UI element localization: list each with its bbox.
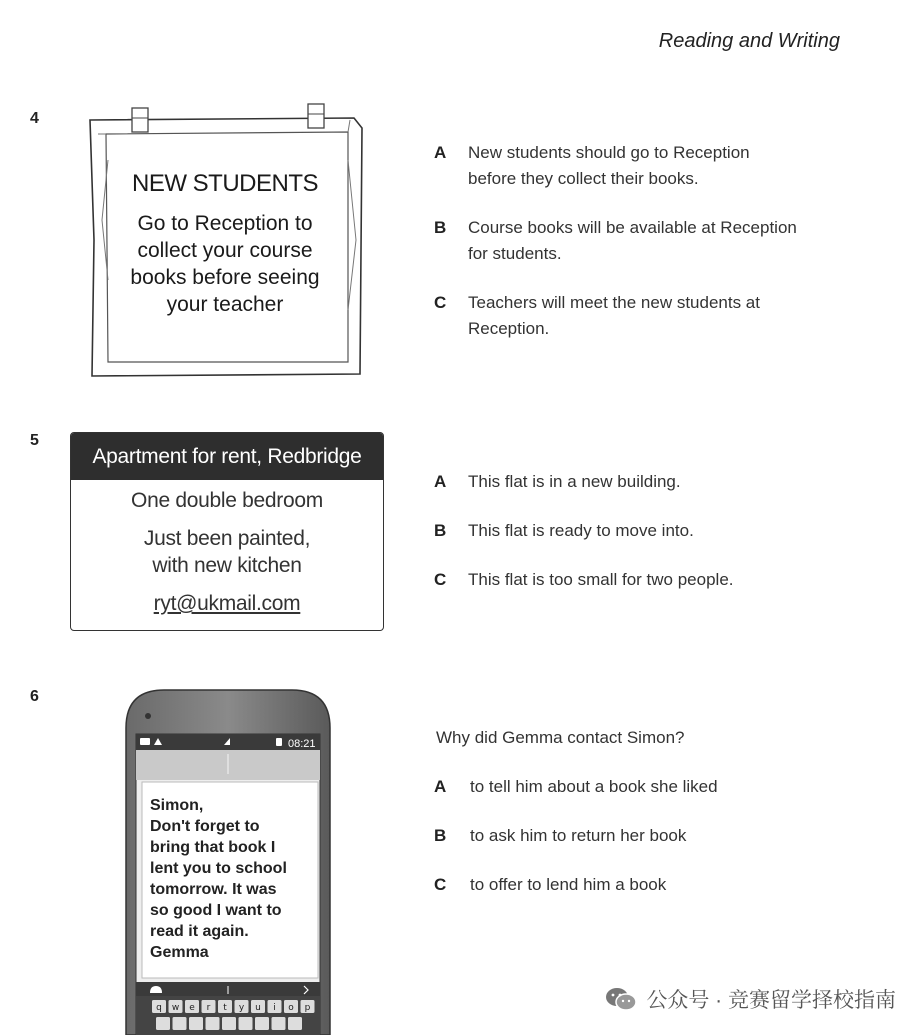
option-text-line: Teachers will meet the new students at — [468, 293, 760, 312]
ad-line-bedroom: One double bedroom — [131, 489, 323, 512]
notice-line: books before seeing — [130, 266, 320, 289]
tape-right — [308, 104, 324, 128]
camera-icon — [145, 713, 151, 719]
ad-line-kitchen: with new kitchen — [152, 554, 302, 577]
tape-left — [132, 108, 148, 132]
status-time: 08:21 — [288, 738, 316, 750]
option-letter: C — [434, 293, 447, 312]
keyboard-key-label: e — [189, 1003, 195, 1013]
option-text: to tell him about a book she liked — [470, 777, 718, 796]
keyboard-key-label: p — [304, 1003, 311, 1013]
rental-ad — [70, 432, 384, 631]
keyboard-key — [206, 1017, 220, 1030]
option-letter: B — [434, 218, 447, 237]
ad-header: Apartment for rent, Redbridge — [71, 433, 383, 480]
option-text: to ask him to return her book — [470, 826, 687, 845]
sms-line: lent you to school — [150, 860, 287, 877]
option-text: This flat is in a new building. — [468, 472, 681, 491]
sms-line: Simon, — [150, 797, 204, 814]
keyboard-key-label: o — [288, 1003, 294, 1013]
keyboard-key-label: t — [223, 1003, 227, 1013]
keyboard-key-label: i — [273, 1003, 276, 1013]
notice-line: collect your course — [137, 239, 313, 262]
question-number-5: 5 — [30, 432, 39, 449]
keyboard-key-label: y — [238, 1003, 245, 1013]
notice-line: your teacher — [166, 293, 284, 316]
option-letter: B — [434, 826, 447, 845]
sms-line: Don't forget to — [150, 818, 260, 835]
keyboard-key — [189, 1017, 203, 1030]
keyboard-key — [255, 1017, 269, 1030]
sms-line: tomorrow. It was — [150, 881, 277, 898]
option-text — [468, 215, 797, 267]
ad-line-painted: Just been painted, — [143, 527, 311, 550]
keyboard-key — [222, 1017, 236, 1030]
keyboard-key-label: r — [206, 1003, 211, 1013]
option-text — [468, 140, 750, 192]
option-letter: B — [434, 521, 447, 540]
wechat-icon — [604, 986, 638, 1012]
sms-line: bring that book I — [150, 839, 276, 856]
notice-title: NEW STUDENTS — [132, 170, 318, 197]
watermark-text: 公众号 · 竞赛留学择校指南 — [646, 989, 896, 1012]
option-text: This flat is too small for two people. — [468, 570, 734, 589]
option-letter: A — [434, 143, 447, 162]
q6-prompt: Why did Gemma contact Simon? — [436, 728, 685, 747]
option-letter: C — [434, 570, 447, 589]
keyboard-key — [288, 1017, 302, 1030]
notice-body — [110, 210, 340, 318]
notice-line: Go to Reception to — [137, 212, 313, 235]
option-text-line: before they collect their books. — [468, 169, 699, 188]
keyboard-key — [239, 1017, 253, 1030]
keyboard-key-label: u — [255, 1003, 261, 1013]
sms-line: Gemma — [150, 944, 209, 961]
ad-email[interactable]: ryt@ukmail.com — [153, 592, 301, 615]
keyboard-key-label: w — [171, 1003, 180, 1013]
option-text: This flat is ready to move into. — [468, 521, 694, 540]
question-number-4: 4 — [30, 110, 39, 127]
option-text-line: Reception. — [468, 319, 550, 338]
watermark — [604, 984, 896, 1014]
section-title: Reading and Writing — [658, 30, 840, 52]
option-text-line: for students. — [468, 244, 562, 263]
keyboard-key — [173, 1017, 187, 1030]
option-letter: A — [434, 472, 447, 491]
sms-message — [150, 795, 315, 963]
option-letter: C — [434, 875, 447, 894]
option-text: to offer to lend him a book — [470, 875, 667, 894]
keyboard-key — [156, 1017, 170, 1030]
option-text — [468, 290, 760, 342]
option-text-line: New students should go to Reception — [468, 143, 750, 162]
option-letter: A — [434, 777, 447, 796]
sms-line: so good I want to — [150, 902, 282, 919]
option-text-line: Course books will be available at Reception — [468, 218, 797, 237]
sms-line: read it again. — [150, 923, 249, 940]
question-number-6: 6 — [30, 688, 39, 705]
keyboard-key-label: q — [156, 1003, 162, 1013]
keyboard-key — [272, 1017, 286, 1030]
